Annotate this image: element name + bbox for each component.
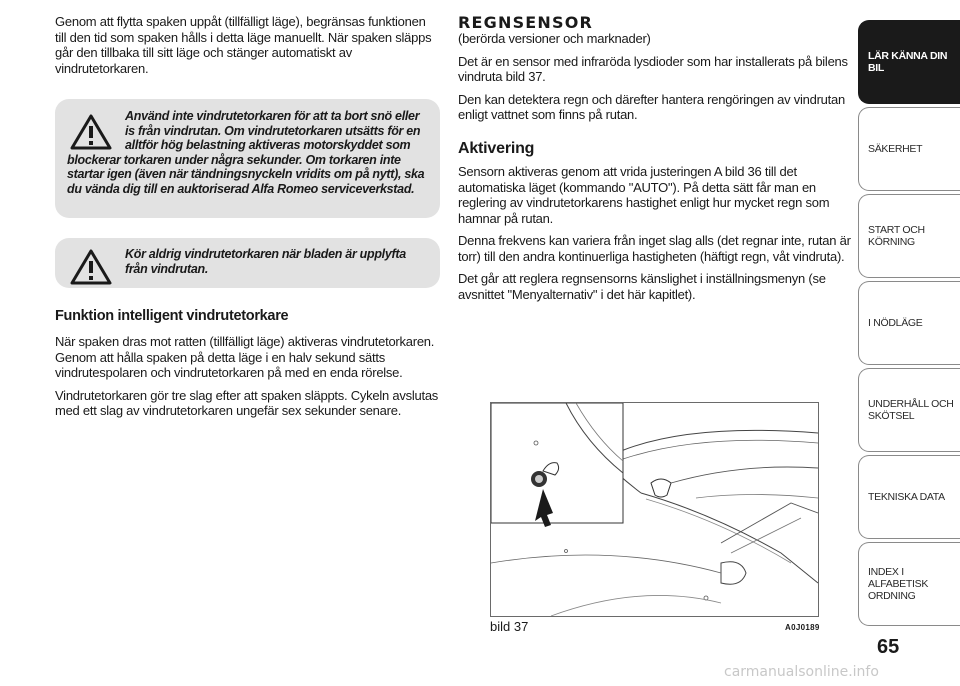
paragraph: Denna frekvens kan variera från inget slag alls (det regnar inte, rutan är torr) till den andra kontinuerliga hastigheten (häftigt regn, våt vindruta). xyxy=(458,233,851,264)
paragraph: Vindrutetorkaren gör tre slag efter att spaken släppts. Cykeln avslutas med ett slag av vindrutetorkaren ungefär sex sekunder senare. xyxy=(55,387,439,418)
tab-label: START OCH KÖRNING xyxy=(868,224,925,248)
warning-box-snow xyxy=(55,99,440,218)
warning-triangle-icon xyxy=(69,248,113,286)
tab-label: TEKNISKA DATA xyxy=(868,491,945,503)
paragraph: Det går att reglera regnsensorns känslighet i inställningsmenyn (se avsnittet "Menyalternativ" i det här kapitlet). xyxy=(458,271,826,302)
section-subtitle: (berörda versioner och marknader) xyxy=(458,31,651,46)
section-heading-activation: Aktivering xyxy=(458,139,535,157)
tab-label: LÄR KÄNNA DIN BIL xyxy=(868,50,948,74)
tab-underhall-och-skotsel[interactable] xyxy=(858,368,960,452)
chapter-tabs xyxy=(858,20,960,629)
tab-label: UNDERHÅLL OCH SKÖTSEL xyxy=(868,398,954,422)
watermark-footer: carmanualsonline.info xyxy=(724,664,879,680)
warning-text: Kör aldrig vindrutetorkaren när bladen är upplyfta från vindrutan. xyxy=(125,247,406,276)
left-column xyxy=(55,14,440,426)
tab-i-nodlage[interactable] xyxy=(858,281,960,365)
paragraph: Det är en sensor med infraröda lysdioder som har installerats på bilens vindruta bild 37. xyxy=(458,53,848,84)
figure-code: A0J0189 xyxy=(785,623,820,632)
tab-label: INDEX I ALFABETISK ORDNING xyxy=(868,566,929,602)
warning-text-lead: Använd inte vindrutetorkaren för att ta bort snö eller is från vindrutan. Om vindrutetorkaren utsätts för en alltför hög belastning aktiveras motorskyddet som xyxy=(125,109,421,152)
tab-start-och-korning[interactable] xyxy=(858,194,960,278)
paragraph: När spaken dras mot ratten (tillfälligt läge) aktiveras vindrutetorkaren. Genom att hålla spaken på detta läge i en halv sekund sätts vindrutespolaren och vindrutetorkaren på med en enda rörelse. xyxy=(55,334,435,380)
warning-text-rest: blockerar torkaren under några sekunder. Om torkaren inte startar igen (även när tändningsnyckeln vridits om på nytt), ska du vända dig till en auktoriserad Alfa Romeo serviceverkstad. xyxy=(67,152,425,196)
warning-triangle-icon xyxy=(69,113,113,151)
section-heading-intelligent-wiper: Funktion intelligent vindrutetorkare xyxy=(55,308,289,324)
tab-index[interactable] xyxy=(858,542,960,626)
tab-lar-kanna-din-bil[interactable] xyxy=(858,20,960,104)
right-column xyxy=(458,14,853,309)
figure-rain-sensor xyxy=(490,402,819,617)
page-number: 65 xyxy=(877,636,900,658)
warning-box-blades xyxy=(55,238,440,288)
paragraph: Den kan detektera regn och därefter hantera rengöringen av vindrutan enligt vattnet som finns på rutan. xyxy=(458,91,845,122)
car-windshield-illustration xyxy=(491,403,818,616)
tab-label: I NÖDLÄGE xyxy=(868,317,923,329)
tab-label: SÄKERHET xyxy=(868,143,923,155)
tab-sakerhet[interactable] xyxy=(858,107,960,191)
figure-caption: bild 37 xyxy=(490,619,529,634)
intro-paragraph: Genom att flytta spaken uppåt (tillfälligt läge), begränsas funktionen till den tid som spaken hålls i detta läge manuellt. När spaken släpps går den tillbaka till sitt läge och stänger automatiskt av vindrutetorkaren. xyxy=(55,14,432,76)
paragraph: Sensorn aktiveras genom att vrida justeringen A bild 36 till det automatiska läget (kommando "AUTO"). På detta sätt får man en reglering av vindrutetorkarens hastighet enligt hur mycket regn som hamnar på rutan. xyxy=(458,164,830,226)
tab-tekniska-data[interactable] xyxy=(858,455,960,539)
section-title-rain-sensor: REGNSENSOR xyxy=(458,13,594,32)
